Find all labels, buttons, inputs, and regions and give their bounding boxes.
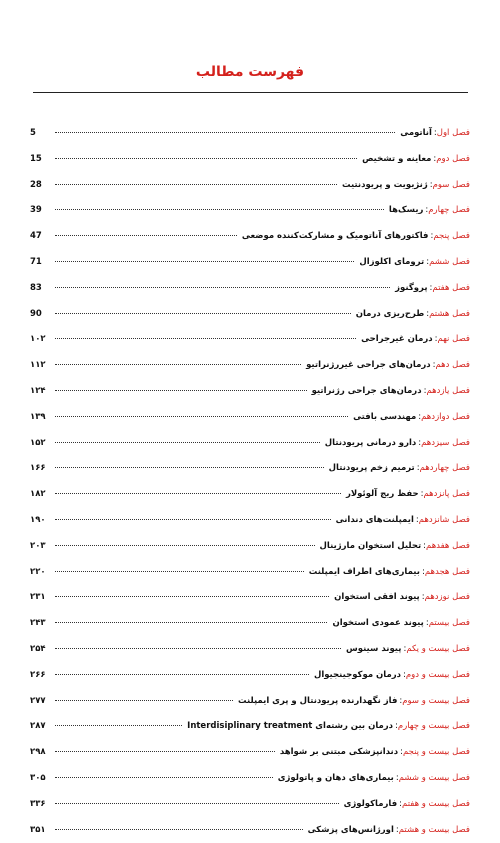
- page-number: ۲۶۶: [30, 669, 46, 680]
- chapter-label: فصل ششم: [429, 256, 470, 267]
- dot-leader: [55, 519, 331, 520]
- chapter-separator: :: [416, 463, 420, 474]
- chapter-label: فصل بیست و دوم: [405, 669, 470, 680]
- chapter-separator: :: [425, 618, 429, 629]
- page-number: ۱۵۲: [30, 437, 46, 448]
- dot-leader: [55, 313, 351, 314]
- dot-leader: [55, 751, 275, 752]
- chapter-label: فصل دوازدهم: [421, 411, 470, 422]
- dot-leader: [55, 184, 337, 185]
- chapter-separator: :: [433, 128, 437, 138]
- chapter-label: فصل بیستم: [428, 618, 470, 629]
- chapter-title: ژنژیویت و پریودنتیت: [341, 179, 428, 190]
- page-number: ۲۴۳: [30, 618, 46, 629]
- chapter-title: فاز نگهدارنده پریودنتال و پری ایمپلنت: [238, 695, 398, 706]
- toc-entry[interactable]: [30, 147, 470, 173]
- dot-leader: [55, 571, 304, 572]
- toc-entry[interactable]: [30, 689, 470, 715]
- chapter-label: فصل هفتم: [432, 282, 470, 293]
- chapter-title: فارماکولوژی: [343, 798, 398, 809]
- chapter-separator: :: [433, 153, 437, 164]
- dot-leader: [55, 648, 341, 649]
- dot-leader: [55, 777, 273, 778]
- chapter-label: فصل بیست و یکم: [406, 643, 470, 654]
- chapter-label: فصل بیست و سوم: [402, 695, 470, 706]
- chapter-title: ترومای اکلوزال: [359, 256, 425, 267]
- dot-leader: [55, 442, 320, 443]
- toc-entry[interactable]: [30, 585, 470, 611]
- toc-entry[interactable]: [30, 173, 470, 199]
- chapter-label: فصل شانزدهم: [418, 514, 470, 525]
- toc-entry[interactable]: [30, 250, 470, 276]
- chapter-label: فصل بیست و هشتم: [398, 824, 470, 835]
- chapter-separator: :: [425, 205, 429, 216]
- page-number: 47: [30, 231, 42, 242]
- dot-leader: [55, 132, 395, 133]
- chapter-separator: :: [418, 411, 422, 422]
- chapter-separator: :: [421, 592, 425, 603]
- chapter-title: دارو درمانی پریودنتال: [324, 437, 417, 448]
- page-number: ۲۵۴: [30, 643, 46, 654]
- chapter-label: فصل بیست و پنجم: [402, 747, 470, 758]
- chapter-label: فصل هفدهم: [426, 540, 470, 551]
- chapter-label: فصل چهارم: [428, 205, 470, 216]
- chapter-label: فصل اول: [436, 128, 470, 138]
- toc-entry[interactable]: [30, 379, 470, 405]
- chapter-title: تحلیل استخوان مارژینال: [319, 540, 422, 551]
- chapter-label: فصل چهاردهم: [419, 463, 470, 474]
- page-number: ۲۲۰: [30, 566, 46, 577]
- chapter-title: فاکتورهای آناتومیک و مشارکت‌کننده موضعی: [241, 231, 429, 242]
- dot-leader: [55, 467, 324, 468]
- chapter-separator: :: [415, 514, 419, 525]
- dot-leader: [55, 545, 315, 546]
- chapter-title: ترمیم زخم پریودنتال: [328, 463, 415, 474]
- toc-entry[interactable]: [30, 482, 470, 508]
- toc-entry[interactable]: [30, 405, 470, 431]
- toc-entry[interactable]: [30, 431, 470, 457]
- chapter-label: فصل سوم: [432, 179, 470, 190]
- chapter-separator: :: [434, 334, 438, 345]
- chapter-separator: :: [426, 308, 430, 319]
- chapter-title: حفظ ریج آلوئولار: [345, 489, 419, 500]
- chapter-title: درمان غیرجراحی: [361, 334, 433, 345]
- chapter-separator: :: [418, 437, 422, 448]
- toc-entry[interactable]: [30, 714, 470, 740]
- page-number: ۱۳۹: [30, 411, 46, 422]
- toc-entry[interactable]: [30, 327, 470, 353]
- chapter-separator: :: [432, 360, 436, 371]
- page-number: 83: [30, 282, 42, 293]
- toc-entry[interactable]: [30, 740, 470, 766]
- chapter-label: فصل پانزدهم: [423, 489, 470, 500]
- chapter-separator: :: [395, 721, 398, 732]
- dot-leader: [55, 596, 329, 597]
- toc-entry[interactable]: [30, 534, 470, 560]
- toc-entry[interactable]: [30, 121, 470, 147]
- dot-leader: [55, 622, 327, 623]
- chapter-separator: :: [423, 540, 427, 551]
- dot-leader: [55, 209, 384, 210]
- chapter-title: طرح‌ریزی درمان: [355, 308, 425, 319]
- toc-entry[interactable]: [30, 276, 470, 302]
- toc-entry[interactable]: [30, 792, 470, 818]
- page-number: 90: [30, 308, 42, 319]
- chapter-title: ریسک‌ها: [388, 205, 424, 216]
- toc-entry[interactable]: [30, 637, 470, 663]
- page-number: ۲۹۸: [30, 747, 46, 758]
- page-number: 5: [30, 128, 36, 138]
- toc-entry[interactable]: [30, 353, 470, 379]
- page-number: ۱۹۰: [30, 514, 46, 525]
- dot-leader: [55, 158, 357, 159]
- dot-leader: [55, 829, 303, 830]
- chapter-separator: :: [399, 798, 403, 809]
- chapter-title: ایمپلنت‌های دندانی: [335, 514, 414, 525]
- page-number: ۲۳۱: [30, 592, 46, 603]
- chapter-separator: :: [395, 772, 399, 783]
- page-number: ۳۵۱: [30, 824, 46, 835]
- page-number: 28: [30, 179, 42, 190]
- toc-entry[interactable]: [30, 456, 470, 482]
- page-number: ۱۸۲: [30, 489, 46, 500]
- chapter-label: فصل یازدهم: [426, 385, 470, 396]
- chapter-title: درمان بین رشته‌ای Interdisiplinary treatment: [187, 721, 394, 732]
- page-number: ۱۶۶: [30, 463, 46, 474]
- page-number: ۱۰۲: [30, 334, 46, 345]
- page-number: ۱۱۲: [30, 360, 46, 371]
- dot-leader: [55, 674, 309, 675]
- dot-leader: [55, 390, 307, 391]
- page-number: ۳۰۵: [30, 772, 46, 783]
- chapter-title: پیوند عمودی استخوان: [332, 618, 424, 629]
- chapter-separator: :: [400, 747, 403, 758]
- chapter-label: فصل نهم: [437, 334, 470, 345]
- chapter-title: پیوند افقی استخوان: [334, 592, 420, 603]
- chapter-separator: :: [420, 489, 424, 500]
- toc-entry[interactable]: [30, 818, 470, 843]
- chapter-label: فصل بیست و هفتم: [402, 798, 470, 809]
- chapter-separator: :: [423, 385, 427, 396]
- page-number: 39: [30, 205, 42, 216]
- toc-entry[interactable]: [30, 560, 470, 586]
- chapter-separator: :: [429, 179, 433, 190]
- chapter-title: بیماری‌های دهان و پاتولوژی: [277, 772, 394, 783]
- chapter-title: آناتومی: [400, 128, 432, 138]
- chapter-label: فصل نوزدهم: [424, 592, 470, 603]
- dot-leader: [55, 416, 348, 417]
- dot-leader: [55, 261, 354, 262]
- chapter-separator: :: [429, 282, 433, 293]
- chapter-separator: :: [426, 256, 430, 267]
- title-divider: [33, 92, 468, 93]
- chapter-title: معاینه و تشخیص: [362, 153, 432, 164]
- toc-entry[interactable]: [30, 198, 470, 224]
- chapter-label: فصل بیست و ششم: [398, 772, 470, 783]
- chapter-title: درمان‌های جراحی غیررژنراتیو: [306, 360, 431, 371]
- chapter-title: دندانپزشکی مبتنی بر شواهد: [279, 747, 399, 758]
- toc-list: [30, 121, 470, 843]
- page-number: ۱۲۴: [30, 385, 46, 396]
- page-title: فهرست مطالب: [195, 64, 305, 80]
- chapter-title: درمان موکوجینجیوال: [313, 669, 402, 680]
- chapter-title: پیوند سینوس: [346, 643, 402, 654]
- chapter-label: فصل پنجم: [433, 231, 470, 242]
- toc-entry[interactable]: [30, 663, 470, 689]
- chapter-title: پروگنوز: [395, 282, 428, 293]
- chapter-separator: :: [430, 231, 434, 242]
- page-number: ۲۸۷: [30, 721, 46, 732]
- page-number: ۲۷۷: [30, 695, 46, 706]
- chapter-label: فصل دوم: [436, 153, 470, 164]
- page-number: ۲۰۳: [30, 540, 46, 551]
- chapter-title: اورژانس‌های پزشکی: [307, 824, 394, 835]
- dot-leader: [55, 338, 356, 339]
- chapter-title: مهندسی بافتی: [353, 411, 417, 422]
- toc-entry[interactable]: [30, 508, 470, 534]
- chapter-separator: :: [421, 566, 425, 577]
- dot-leader: [55, 803, 339, 804]
- chapter-separator: :: [399, 695, 403, 706]
- dot-leader: [55, 364, 301, 365]
- chapter-title: بیماری‌های اطراف ایمپلنت: [308, 566, 420, 577]
- chapter-label: فصل بیست و چهارم: [397, 721, 470, 732]
- page-number: ۳۳۶: [30, 798, 46, 809]
- chapter-label: فصل دهم: [435, 360, 470, 371]
- chapter-separator: :: [395, 824, 399, 835]
- toc-entry[interactable]: [30, 611, 470, 637]
- chapter-title: درمان‌های جراحی رژنراتیو: [311, 385, 422, 396]
- chapter-separator: :: [403, 669, 406, 680]
- dot-leader: [55, 493, 341, 494]
- toc-entry[interactable]: [30, 302, 470, 328]
- chapter-label: فصل سیزدهم: [421, 437, 470, 448]
- toc-entry[interactable]: [30, 224, 470, 250]
- page-number: 71: [30, 256, 42, 267]
- chapter-separator: :: [403, 643, 407, 654]
- chapter-label: فصل هجدهم: [424, 566, 470, 577]
- toc-entry[interactable]: [30, 766, 470, 792]
- dot-leader: [55, 287, 390, 288]
- dot-leader: [55, 235, 237, 236]
- chapter-label: فصل هشتم: [429, 308, 470, 319]
- page-number: 15: [30, 153, 42, 164]
- dot-leader: [55, 725, 182, 726]
